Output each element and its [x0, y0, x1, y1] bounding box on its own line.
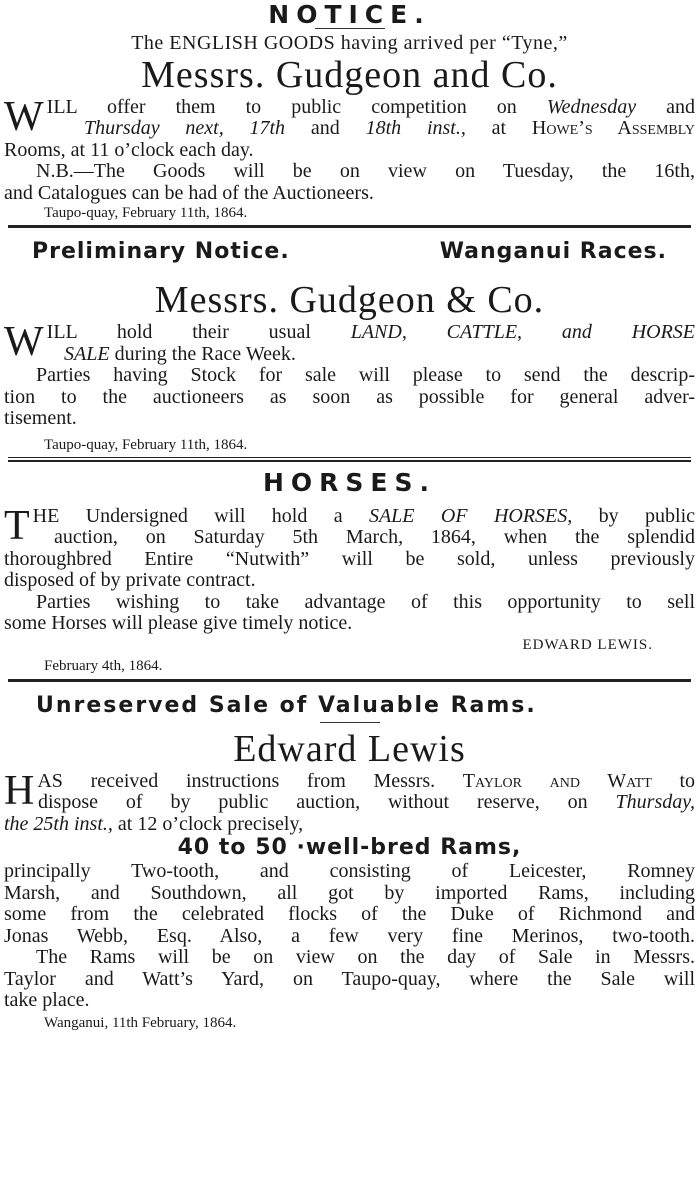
firm-name-gudgeon: Messrs. Gudgeon & Co. — [154, 279, 545, 321]
para-line: Parties wishing to take advantage of this opportunity to sell — [36, 590, 695, 613]
body-line: the 25th inst., at 12 o’clock precisely, — [4, 812, 304, 835]
view-line: take place. — [4, 989, 90, 1011]
dateline: Wanganui, 11th February, 1864. — [44, 1014, 237, 1031]
wanganui-races-ad — [4, 228, 695, 454]
horses-sale-ad — [4, 462, 695, 675]
body-line: ILL hold their usual LAND, CATTLE, and HORSE — [46, 321, 696, 343]
view-line: The Rams will be on view on the day of Sale in Messrs. — [36, 946, 695, 968]
heading-underline — [320, 722, 380, 723]
heading-right: Wanganui Races. — [439, 239, 667, 264]
horses-heading: HORSES. — [262, 467, 436, 497]
nb-line: N.B.—The Goods will be on view on Tuesday, the 16th, — [36, 160, 695, 182]
para-line: tion to the auctioneers as soon as possible for general adver- — [4, 385, 695, 408]
para-line: Parties having Stock for sale will please to send the descrip- — [36, 364, 695, 386]
rams-count-line: 40 to 50 ·well-bred Rams, — [177, 835, 522, 860]
firm-name-gudgeon: Messrs. Gudgeon and Co. — [141, 53, 558, 96]
view-line: Taylor and Watt’s Yard, on Taupo-quay, where the Sale will — [4, 967, 695, 990]
dropcap-letter: W — [4, 319, 44, 365]
body-line: dispose of by public auction, without reserve, on Thursday, — [38, 791, 696, 813]
para-line: principally Two-tooth, and consisting of Leicester, Romney — [4, 860, 695, 882]
body-line: SALE during the Race Week. — [64, 342, 296, 365]
races-heading — [4, 238, 695, 266]
sale-body — [4, 319, 696, 430]
para-line: tisement. — [4, 407, 77, 429]
para-line: Jonas Webb, Esq. Also, a few very fine Merinos, two-tooth. — [4, 924, 695, 947]
horses-body — [4, 502, 696, 635]
body-line: HE Undersigned will hold a SALE OF HORSES, by public — [32, 504, 696, 527]
goods-intro: The ENGLISH GOODS having arrived per “Tyne,” — [131, 32, 568, 54]
dateline: February 4th, 1864. — [44, 657, 163, 674]
signature-edward-lewis: EDWARD LEWIS. — [522, 636, 653, 653]
para-line: some from the celebrated flocks of the Duke of Richmond and — [4, 903, 695, 925]
dateline: Taupo-quay, February 11th, 1864. — [44, 436, 248, 453]
firm-name-edward-lewis: Edward Lewis — [233, 727, 466, 770]
body-line: Rooms, at 11 o’clock each day. — [4, 138, 254, 161]
dropcap-letter: H — [4, 767, 35, 814]
body-line: Thursday next, 17th and 18th inst., at Howe’s Assembly — [84, 117, 695, 139]
dateline: Taupo-quay, February 11th, 1864. — [44, 205, 248, 221]
dropcap-letter: T — [4, 502, 30, 549]
nb-line: and Catalogues can be had of the Auctioneers. — [4, 181, 374, 204]
notice-goods-ad — [4, 0, 695, 222]
heading-left: Preliminary Notice. — [32, 239, 290, 264]
body-line: auction, on Saturday 5th March, 1864, when the splendid — [54, 526, 695, 548]
para-line: some Horses will please give timely notice. — [4, 612, 353, 634]
rams-sale-ad — [4, 682, 695, 1032]
auction-body — [4, 93, 696, 205]
rams-body — [4, 767, 696, 1012]
rams-heading: Unreserved Sale of Valuable Rams. — [36, 692, 537, 718]
body-line: thoroughbred Entire “Nutwith” will be sold, unless previously — [4, 547, 695, 570]
notice-heading: NOTICE. — [268, 0, 431, 29]
para-line: Marsh, and Southdown, all got by imported Rams, including — [4, 881, 695, 904]
body-line: disposed of by private contract. — [4, 569, 256, 591]
dropcap-letter: W — [4, 93, 44, 140]
body-line: ILL offer them to public competition on Wednesday and — [46, 95, 696, 118]
body-line: AS received instructions from Messrs. Taylor and Watt to — [37, 769, 695, 792]
